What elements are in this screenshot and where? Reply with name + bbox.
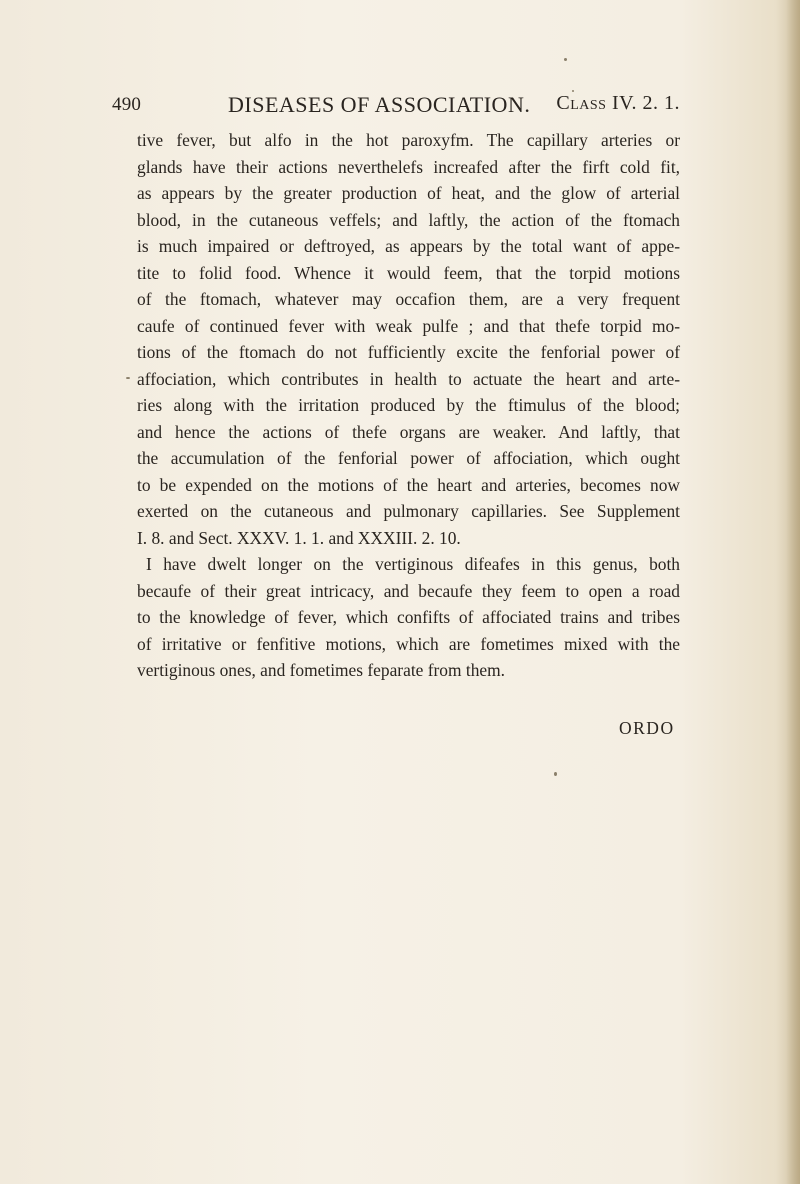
- text-line: to the knowledge of fever, which confifts of affociated trains and tribes: [137, 607, 680, 627]
- text-line: I have dwelt longer on the vertiginous difeafes in this genus, both: [146, 554, 680, 574]
- text-line: vertiginous ones, and fometimes feparate from them.: [137, 660, 505, 680]
- text-line: as appears by the greater production of heat, and the glow of arterial: [137, 183, 680, 203]
- text-line: and hence the actions of thefe organs are weaker. And laftly, that: [137, 421, 680, 442]
- body-text: [137, 127, 680, 684]
- page-number: 490: [112, 94, 142, 115]
- page-edge-shadow: [786, 0, 800, 1184]
- text-line: exerted on the cutaneous and pulmonary capillaries. See Supplement: [137, 501, 680, 521]
- catchword: ORDO: [619, 718, 675, 738]
- text-line: I. 8. and Sect. XXXV. 1. 1. and XXXIII. 2. 10.: [137, 527, 461, 548]
- paper-speck: [126, 377, 130, 379]
- page-header: [112, 92, 680, 126]
- text-line: to be expended on the motions of the heart and arteries, becomes now: [137, 474, 680, 495]
- paper-speck: [572, 90, 574, 92]
- class-reference: Class IV. 2. 1.: [556, 92, 680, 114]
- text-line: tive fever, but alfo in the hot paroxyfm. The capillary arteries or: [137, 130, 680, 150]
- text-line: becaufe of their great intricacy, and becaufe they feem to open a road: [137, 580, 680, 601]
- text-line: is much impaired or deftroyed, as appears by the total want of appe-: [137, 236, 680, 256]
- paper-speck: [554, 772, 557, 776]
- text-line: tite to folid food. Whence it would feem, that the torpid motions: [137, 262, 680, 283]
- text-line: caufe of continued fever with weak pulfe ; and that thefe torpid mo-: [137, 315, 680, 336]
- text-line: the accumulation of the fenforial power of affociation, which ought: [137, 448, 680, 468]
- text-line: tions of the ftomach do not fufficiently excite the fenforial power of: [137, 342, 680, 362]
- text-line: glands have their actions neverthelefs increafed after the firft cold fit,: [137, 156, 680, 177]
- text-line: affociation, which contributes in health to actuate the heart and arte-: [137, 368, 680, 389]
- text-line: of the ftomach, whatever may occafion them, are a very frequent: [137, 289, 680, 309]
- text-line: blood, in the cutaneous veffels; and laftly, the action of the ftomach: [137, 209, 680, 230]
- text-line: of irritative or fenfitive motions, which are fometimes mixed with the: [137, 633, 680, 654]
- text-line: ries along with the irritation produced by the ftimulus of the blood;: [137, 395, 680, 415]
- running-head: DISEASES OF ASSOCIATION.: [228, 92, 531, 117]
- paper-speck: [564, 58, 567, 61]
